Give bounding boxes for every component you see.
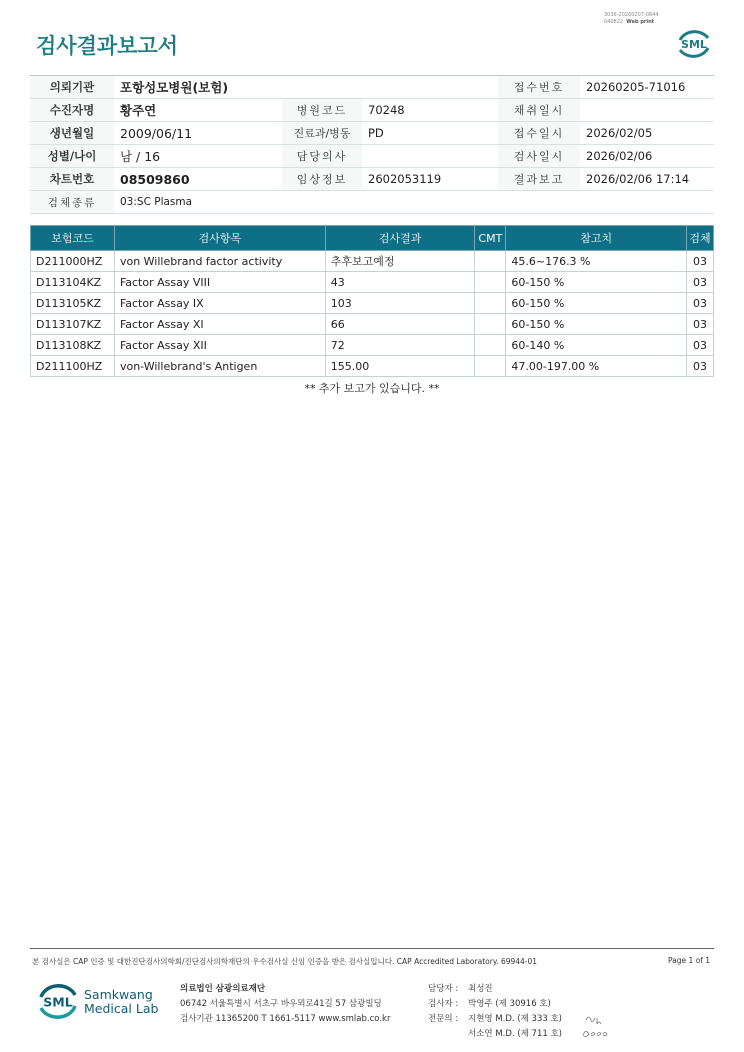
cell-item: von Willebrand factor activity (114, 251, 325, 272)
patient-info-table (30, 75, 714, 214)
cell-ref: 60-140 % (506, 335, 687, 356)
table-row (31, 314, 714, 335)
staff-value: 지현영 M.D. (제 333 호) (468, 1014, 563, 1024)
staff-row (428, 982, 562, 997)
cell-item: Factor Assay XI (114, 314, 325, 335)
cell-cmt (475, 251, 506, 272)
staff-row (428, 997, 562, 1012)
certification-note: 본 검사실은 CAP 인증 및 대한진단검사의학회/진단검사의학재단의 우수검사실 신임 인증을 받은 검사실입니다. CAP Accredited Laboratory. 69944-01 (32, 957, 538, 966)
test-date-value: 2026/02/06 (580, 145, 714, 168)
specimen-label: 검체종류 (30, 191, 114, 214)
cell-spec: 03 (686, 335, 713, 356)
col-header-code: 보험코드 (31, 226, 115, 251)
organization-info (180, 982, 390, 1027)
info-row (30, 191, 714, 214)
staff-label: 검사자 : (428, 999, 459, 1009)
requester-value: 포항성모병원(보험) (114, 76, 498, 99)
receipt-no-label: 접수번호 (498, 76, 580, 99)
cell-spec: 03 (686, 293, 713, 314)
cell-spec: 03 (686, 251, 713, 272)
print-meta-line2 (604, 19, 659, 26)
cell-result: 43 (325, 272, 475, 293)
cell-item: Factor Assay XII (114, 335, 325, 356)
table-row (31, 335, 714, 356)
results-table (30, 225, 714, 377)
sex-age-label: 성별/나이 (30, 145, 114, 168)
receipt-no-value: 20260205-71016 (580, 76, 714, 99)
cell-cmt (475, 293, 506, 314)
print-meta-code: 040822 (604, 19, 624, 25)
staff-value: 서소연 M.D. (제 711 호) (468, 1029, 563, 1039)
staff-row (428, 1027, 562, 1042)
page-number: Page 1 of 1 (668, 956, 711, 965)
table-row (31, 272, 714, 293)
staff-label: 담당자 : (428, 984, 459, 994)
footer-divider (30, 948, 714, 949)
cell-cmt (475, 314, 506, 335)
table-row (31, 251, 714, 272)
print-meta (604, 12, 659, 26)
cell-code: D211100HZ (31, 356, 115, 377)
org-address: 06742 서울특별시 서초구 바우뫼로41길 57 삼광빌딩 (180, 999, 382, 1009)
cell-ref: 45.6~176.3 % (506, 251, 687, 272)
staff-info (428, 982, 562, 1042)
staff-row (428, 1012, 562, 1027)
doctor-value (362, 145, 498, 168)
report-label: 결과보고 (498, 168, 580, 191)
print-meta-label: Web print (626, 19, 655, 25)
signature-image (580, 1010, 610, 1042)
receipt-date-label: 접수일시 (498, 122, 580, 145)
cell-spec: 03 (686, 356, 713, 377)
patient-value: 황주연 (114, 99, 282, 122)
col-header-ref: 참고치 (506, 226, 687, 251)
col-header-spec: 검체 (686, 226, 713, 251)
clinical-label: 임상정보 (282, 168, 362, 191)
cell-code: D113108KZ (31, 335, 115, 356)
cell-result: 추후보고예정 (325, 251, 475, 272)
requester-label: 의뢰기관 (30, 76, 114, 99)
footer-logo-text: SML (43, 994, 73, 1010)
chart-value: 08509860 (114, 168, 282, 191)
col-header-cmt: CMT (475, 226, 506, 251)
cell-spec: 03 (686, 314, 713, 335)
birth-value: 2009/06/11 (114, 122, 282, 145)
birth-label: 생년월일 (30, 122, 114, 145)
cell-result: 155.00 (325, 356, 475, 377)
staff-value: 최성진 (468, 984, 493, 994)
cell-ref: 60-150 % (506, 293, 687, 314)
org-name: 의료법인 삼광의료재단 (180, 984, 266, 994)
page-title: 검사결과보고서 (36, 34, 179, 58)
hospital-code-label: 병원코드 (282, 99, 362, 122)
print-meta-id: 3036-20260207-0844 (604, 12, 659, 18)
info-row (30, 99, 714, 122)
collect-date-label: 채취일시 (498, 99, 580, 122)
specimen-value: 03:SC Plasma (114, 191, 714, 214)
additional-report-note: ** 추가 보고가 있습니다. ** (304, 382, 440, 395)
cell-code: D211000HZ (31, 251, 115, 272)
table-row (31, 293, 714, 314)
brand-name (84, 988, 158, 1016)
receipt-date-value: 2026/02/05 (580, 122, 714, 145)
dept-value: PD (362, 122, 498, 145)
cell-code: D113107KZ (31, 314, 115, 335)
cell-result: 103 (325, 293, 475, 314)
cell-item: Factor Assay IX (114, 293, 325, 314)
patient-label: 수진자명 (30, 99, 114, 122)
info-row (30, 122, 714, 145)
cell-result: 72 (325, 335, 475, 356)
col-header-result: 검사결과 (325, 226, 475, 251)
cell-cmt (475, 272, 506, 293)
cell-code: D113105KZ (31, 293, 115, 314)
table-row (31, 356, 714, 377)
footer-sml-logo (36, 982, 80, 1022)
logo-text: SML (681, 38, 707, 51)
sml-logo (674, 26, 714, 62)
org-contact: 검사기관 11365200 T 1661-5117 www.smlab.co.kr (180, 1014, 391, 1024)
cell-item: Factor Assay VIII (114, 272, 325, 293)
results-header-row (31, 226, 714, 251)
report-value: 2026/02/06 17:14 (580, 168, 714, 191)
dept-label: 진료과/병동 (282, 122, 362, 145)
cell-result: 66 (325, 314, 475, 335)
chart-label: 차트번호 (30, 168, 114, 191)
cell-item: von-Willebrand's Antigen (114, 356, 325, 377)
cell-cmt (475, 335, 506, 356)
cell-ref: 60-150 % (506, 272, 687, 293)
clinical-value: 2602053119 (362, 168, 498, 191)
cell-cmt (475, 356, 506, 377)
cell-spec: 03 (686, 272, 713, 293)
collect-date-value (580, 99, 714, 122)
staff-label: 전문의 : (428, 1014, 459, 1024)
brand-line-1: Samkwang (84, 987, 153, 1002)
info-row (30, 168, 714, 191)
info-row (30, 145, 714, 168)
info-row (30, 76, 714, 99)
col-header-item: 검사항목 (114, 226, 325, 251)
brand-line-2: Medical Lab (84, 1001, 159, 1016)
staff-value: 박영주 (제 30916 호) (468, 999, 551, 1009)
cell-code: D113104KZ (31, 272, 115, 293)
cell-ref: 60-150 % (506, 314, 687, 335)
hospital-code-value: 70248 (362, 99, 498, 122)
sex-age-value: 남 / 16 (114, 145, 282, 168)
doctor-label: 담당의사 (282, 145, 362, 168)
cell-ref: 47.00-197.00 % (506, 356, 687, 377)
test-date-label: 검사일시 (498, 145, 580, 168)
